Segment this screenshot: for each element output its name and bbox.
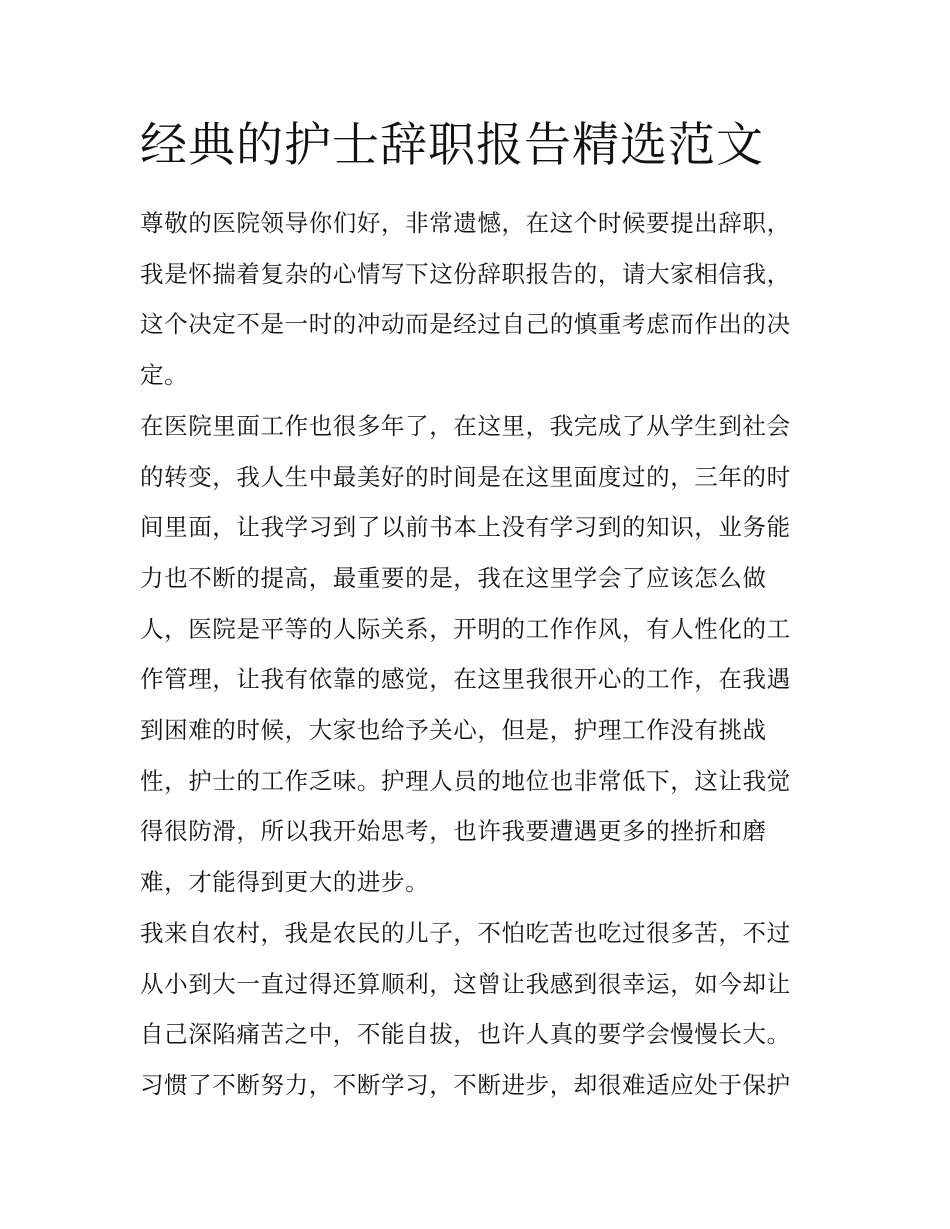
text-line: 得很防滑，所以我开始思考，也许我要遭遇更多的挫折和磨 [140,817,767,846]
text-line: 人，医院是平等的人际关系，开明的工作作风，有人性化的工 [140,614,791,643]
text-line: 难，才能得到更大的进步。 [140,868,430,897]
text-line: 从小到大一直过得还算顺利，这曾让我感到很幸运，如今却让 [140,969,791,998]
text-line: 习惯了不断努力，不断学习，不断进步，却很难适应处于保护 [140,1070,791,1099]
text-line: 的转变，我人生中最美好的时间是在这里面度过的，三年的时 [140,462,791,491]
paragraph-2 [140,401,812,908]
text-line: 作管理，让我有依靠的感觉，在这里我很开心的工作，在我遇 [140,665,791,694]
document-body [140,198,812,1111]
paragraph-1 [140,198,812,401]
text-line: 这个决定不是一时的冲动而是经过自己的慎重考虑而作出的决 [140,310,791,339]
text-line: 到困难的时候，大家也给予关心，但是，护理工作没有挑战 [140,716,767,745]
text-line: 我来自农村，我是农民的儿子，不怕吃苦也吃过很多苦，不过 [140,918,791,947]
document-title: 经典的护士辞职报告精选范文 [140,118,764,173]
text-line: 尊敬的医院领导你们好，非常遗憾，在这个时候要提出辞职， [140,209,791,237]
paragraph-3 [140,908,812,1111]
text-line: 自己深陷痛苦之中，不能自拔，也许人真的要学会慢慢长大。 [140,1020,791,1049]
text-line: 间里面，让我学习到了以前书本上没有学习到的知识，业务能 [140,513,791,542]
text-line: 我是怀揣着复杂的心情写下这份辞职报告的，请大家相信我， [140,259,791,288]
text-line: 在医院里面工作也很多年了，在这里，我完成了从学生到社会 [140,411,791,440]
text-line: 定。 [140,361,189,390]
text-line: 力也不断的提高，最重要的是，我在这里学会了应该怎么做 [140,563,767,592]
text-line: 性，护士的工作乏味。护理人员的地位也非常低下，这让我觉 [140,766,791,795]
